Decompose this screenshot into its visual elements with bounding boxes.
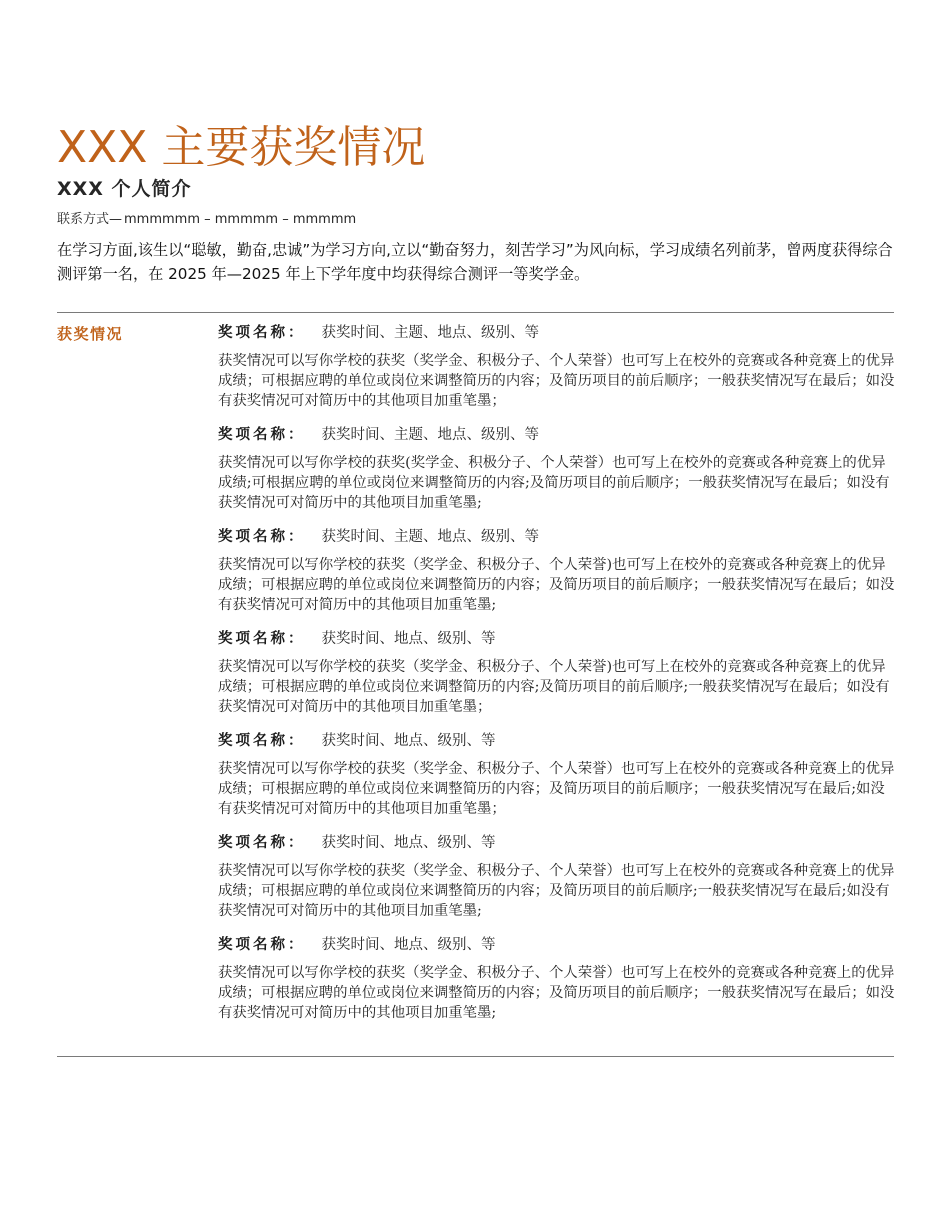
- award-name-value: 获奖时间、地点、级别、等: [321, 835, 496, 851]
- intro-paragraph: 在学习方面,该生以“聪敏，勤奋,忠诚”为学习方向,立以“勤奋努力，刻苦学习”为风向标，学习成绩名列前茅，曾两度获得综合测评第一名，在 2025 年—2025 年上下学年度中均获得综合测评一等奖学金。: [57, 241, 893, 283]
- award-description: 获奖情况可以写你学校的获奖（奖学金、积极分子、个人荣誉）也可写上在校外的竞赛或各种竞赛上的优异成绩；可根据应聘的单位或岗位来调整简历的内容；及简历项目的前后顺序；一般获奖情况写在最后;如没有获奖情况可对简历中的其他项目加重笔墨；: [218, 761, 895, 817]
- award-heading: [218, 627, 898, 653]
- award-name-value: 获奖时间、主题、地点、级别、等: [321, 427, 539, 443]
- award-item: [218, 627, 898, 717]
- divider-bottom: [57, 1056, 894, 1057]
- award-name-value: 获奖时间、地点、级别、等: [321, 631, 496, 647]
- award-name-label: 奖项名称：: [218, 733, 306, 749]
- award-description: 获奖情况可以写你学校的获奖（奖学金、积极分子、个人荣誉）也可写上在校外的竞赛或各种竞赛上的优异成绩；可根据应聘的单位或岗位来调整简历的内容；及简历项目的前后顺序；一般获奖情况写在最后；如没有获奖情况可对简历中的其他项目加重笔墨;: [218, 965, 895, 1021]
- award-item: [218, 423, 898, 513]
- page-title: XXX 主要获奖情况: [57, 122, 426, 173]
- award-description: 获奖情况可以写你学校的获奖(奖学金、积极分子、个人荣誉）也可写上在校外的竞赛或各种竞赛上的优异成绩;可根据应聘的单位或岗位来调整简历的内容;及简历项目的前后顺序；一般获奖情况写在最后；如没有获奖情况可对简历中的其他项目加重笔墨;: [218, 455, 890, 511]
- award-name-label: 奖项名称：: [218, 631, 306, 647]
- award-heading: [218, 933, 898, 959]
- award-name-label: 奖项名称：: [218, 427, 306, 443]
- award-name-label: 奖项名称：: [218, 937, 306, 953]
- award-item: [218, 525, 898, 615]
- award-name-value: 获奖时间、主题、地点、级别、等: [321, 325, 539, 341]
- page-subtitle: XXX 个人简介: [57, 178, 192, 200]
- award-name-label: 奖项名称：: [218, 325, 306, 341]
- award-name-value: 获奖时间、主题、地点、级别、等: [321, 529, 539, 545]
- award-heading: [218, 729, 898, 755]
- award-name-label: 奖项名称：: [218, 529, 306, 545]
- award-item: [218, 729, 898, 819]
- award-description: 获奖情况可以写你学校的获奖（奖学金、积极分子、个人荣誉)也可写上在校外的竞赛或各种竞赛上的优异成绩；可根据应聘的单位或岗位来调整简历的内容；及简历项目的前后顺序；一般获奖情况写在最后；如没有获奖情况可对简历中的其他项目加重笔墨;: [218, 557, 895, 613]
- section-label-awards: 获奖情况: [57, 325, 124, 343]
- award-name-label: 奖项名称：: [218, 835, 306, 851]
- award-item: [218, 831, 898, 921]
- award-item: [218, 933, 898, 1023]
- award-heading: [218, 525, 898, 551]
- contact-value: mmmmmm – mmmmm – mmmmm: [124, 212, 357, 227]
- contact-label: 联系方式—: [57, 212, 123, 227]
- award-name-value: 获奖时间、地点、级别、等: [321, 937, 496, 953]
- award-heading: [218, 321, 898, 347]
- divider-top: [57, 312, 894, 313]
- award-description: 获奖情况可以写你学校的获奖（奖学金、积极分子、个人荣誉）也可写上在校外的竞赛或各种竞赛上的优异成绩；可根据应聘的单位或岗位来调整简历的内容；及简历项目的前后顺序；一般获奖情况写在最后；如没有获奖情况可对简历中的其他项目加重笔墨；: [218, 353, 895, 409]
- awards-list: [218, 321, 898, 1023]
- award-description: 获奖情况可以写你学校的获奖（奖学金、积极分子、个人荣誉)也可写上在校外的竞赛或各种竞赛上的优异成绩；可根据应聘的单位或岗位来调整简历的内容;及简历项目的前后顺序;一般获奖情况写在最后；如没有获奖情况可对简历中的其他项目加重笔墨；: [218, 659, 890, 715]
- award-heading: [218, 423, 898, 449]
- contact-info: [57, 211, 356, 229]
- award-item: [218, 321, 898, 411]
- award-heading: [218, 831, 898, 857]
- award-name-value: 获奖时间、地点、级别、等: [321, 733, 496, 749]
- award-description: 获奖情况可以写你学校的获奖（奖学金、积极分子、个人荣誉）也可写上在校外的竞赛或各种竞赛上的优异成绩；可根据应聘的单位或岗位来调整简历的内容；及简历项目的前后顺序;一般获奖情况写在最后;如没有获奖情况可对简历中的其他项目加重笔墨;: [218, 863, 895, 919]
